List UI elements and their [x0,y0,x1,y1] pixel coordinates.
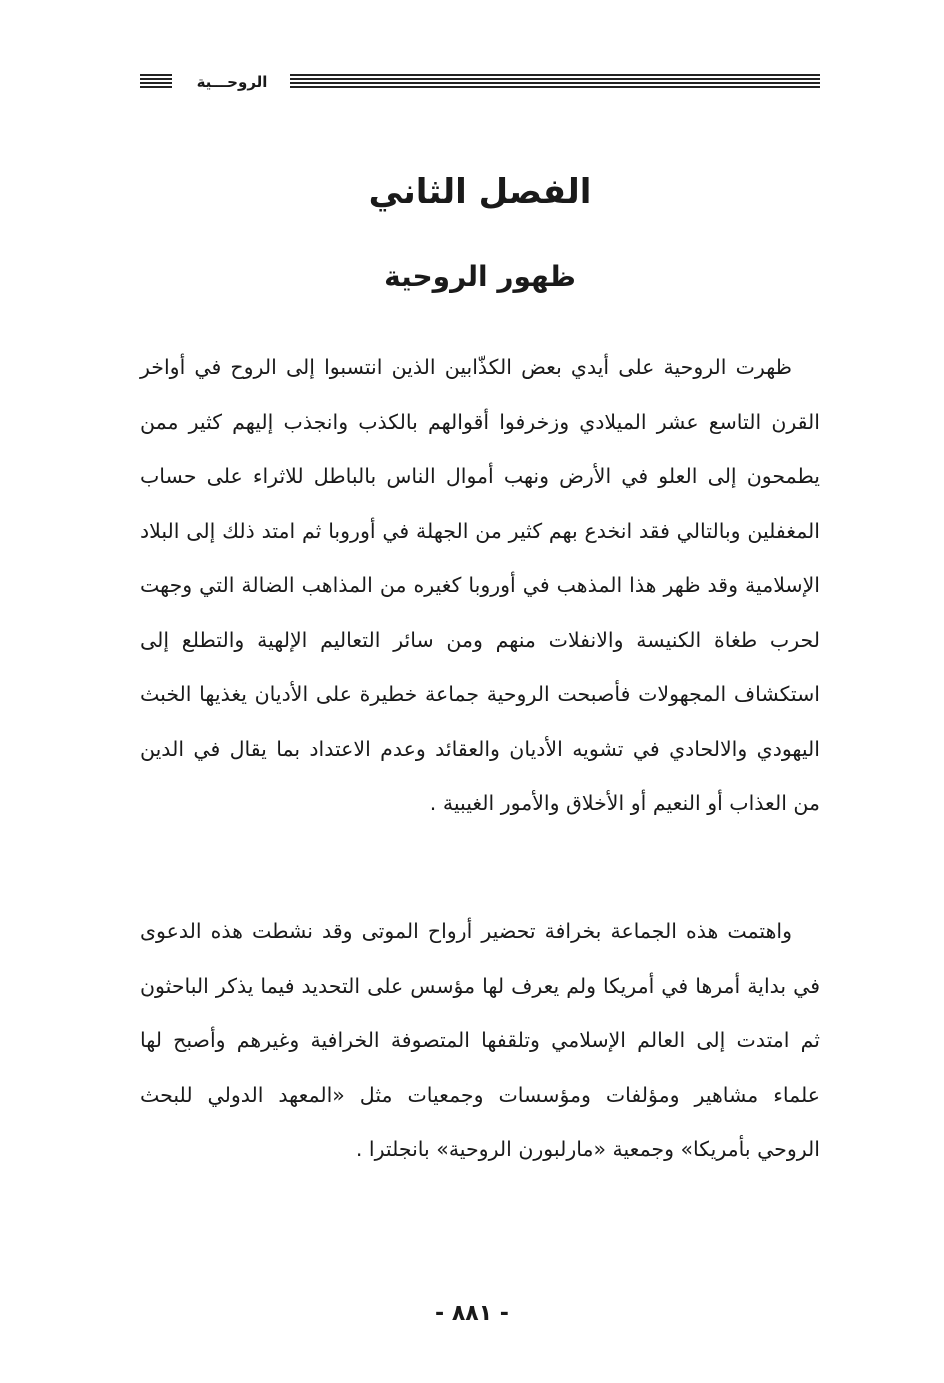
running-header-label: الروحـــية [196,73,268,91]
paragraph-1: ظهرت الروحية على أيدي بعض الكذّابين الذين انتسبوا إلى الروح في أواخر القرن التاسع عشر الميلادي وزخرفوا أقوالهم بالكذب وانجذب إليهم كثير ممن يطمحون إلى العلو في الأرض ونهب أموال الناس بالباطل للاثراء على حساب المغفلين وبالتالي فقد انخدع بهم كثير من الجهلة في أوروبا ثم امتد ذلك إلى البلاد الإسلامية وقد ظهر هذا المذهب في أوروبا كغيره من المذاهب الضالة التي وجهت لحرب طغاة الكنيسة والانفلات منهم ومن سائر التعاليم الإلهية والتطلع إلى استكشاف المجهولات فأصبحت الروحية جماعة خطيرة على الأديان يغذيها الخبث اليهودي والالحادي في تشويه الأديان والعقائد وعدم الاعتداد بما يقال في الدين من العذاب أو النعيم أو الأخلاق والأمور الغيبية . [140,355,820,815]
header-rule-right [290,74,820,90]
running-header [140,70,820,96]
chapter-title: الفصل الثاني [368,172,592,212]
chapter-subtitle: ظهور الروحية [384,260,576,293]
page-number: - ٨٨١ - [435,1301,509,1326]
paragraph-2: واهتمت هذه الجماعة بخرافة تحضير أرواح الموتى وقد نشطت هذه الدعوى في بداية أمرها في أمريكا ولم يعرف لها مؤسس على التحديد فيما يذكر الباحثون ثم امتدت إلى العالم الإسلامي وتلقفها المتصوفة الخرافية وغيرهم وأصبح لها علماء مشاهير ومؤلفات ومؤسسات وجمعيات مثل «المعهد الدولي للبحث الروحي بأمريكا» وجمعية «مارلبورن الروحية» بانجلترا . [140,919,820,1161]
header-rule-left [140,74,172,90]
